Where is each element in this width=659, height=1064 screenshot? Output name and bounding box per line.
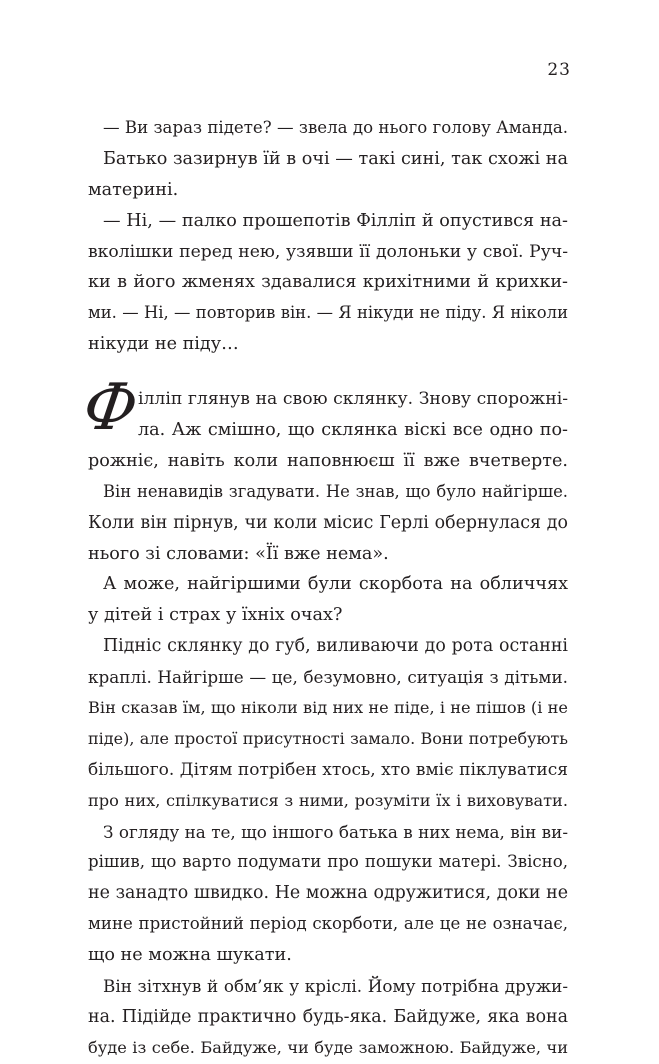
text-line: А може, найгіршими були скорбота на обличчях xyxy=(103,574,568,595)
text-line: — Ні, — палко прошепотів Філліп й опустився на- xyxy=(103,210,568,231)
text-line: рішив, що варто подумати про пошуки матері. Звісно, xyxy=(88,852,568,872)
section-break xyxy=(88,360,568,384)
text-line: нього зі словами: «Її вже нема». xyxy=(88,543,389,564)
text-line: що не можна шукати. xyxy=(88,945,292,966)
drop-cap-letter: Ф xyxy=(78,371,143,446)
text-line: буде із себе. Байдуже, чи буде заможною. Байдуже, чи xyxy=(88,1037,568,1057)
text-line: Батько зазирнув їй в очі — такі сині, так схожі на xyxy=(103,148,568,169)
text-line: Він зітхнув й обм’як у кріслі. Йому потрібна дружи- xyxy=(103,976,568,997)
text-line: піде), але простої присутності замало. Вони потребують xyxy=(88,728,568,748)
text-line: більшого. Дітям потрібен хтось, хто вміє піклуватися xyxy=(88,759,568,780)
text-line: не занадто швидко. Не можна одружитися, доки не xyxy=(88,883,568,904)
text-line: — Ви зараз підете? — звела до нього голову Аманда. xyxy=(103,118,568,137)
text-line: краплі. Найгірше — це, безумовно, ситуація з дітьми. xyxy=(88,667,568,688)
text-line: нікуди не піду… xyxy=(88,334,239,355)
paragraph-group-2 xyxy=(78,371,568,1064)
text-line: ла. Аж смішно, що склянка віскі все одно по- xyxy=(138,420,568,441)
text-line: про них, спілкуватися з ними, розуміти їх і виховувати. xyxy=(88,790,568,810)
page-number: 23 xyxy=(547,60,571,80)
text-line: вколішки перед нею, узявши її долоньки у свої. Руч- xyxy=(88,241,568,262)
text-line: ки в його жменях здавалися крихітними й крихки- xyxy=(88,272,568,293)
paragraph-group-1 xyxy=(88,113,568,360)
text-line: Він сказав їм, що ніколи від них не піде, і не пішов (і не xyxy=(88,698,568,718)
text-line: мине пристойний період скорботи, але це не означає, xyxy=(88,914,568,934)
text-line: З огляду на те, що іншого батька в них нема, він ви- xyxy=(103,821,568,842)
text-line: Він ненавидів згадувати. Не знав, що було найгірше. xyxy=(103,481,568,501)
text-line: ми. — Ні, — повторив він. — Я нікуди не піду. Я ніколи xyxy=(88,303,568,323)
text-line: Коли він пірнув, чи коли місис Герлі обернулася до xyxy=(88,512,568,533)
body-text xyxy=(78,113,568,1064)
text-line: рожніє, навіть коли наповнюєш її вже вчетверте. xyxy=(88,450,568,471)
text-line: ілліп глянув на свою склянку. Знову спорожні- xyxy=(138,389,568,410)
text-line: у дітей і страх у їхніх очах? xyxy=(88,605,343,626)
text-line: Підніс склянку до губ, виливаючи до рота останні xyxy=(103,636,568,657)
text-line: на. Підійде практично будь-яка. Байдуже, яка вона xyxy=(88,1006,568,1027)
text-line: материні. xyxy=(88,179,179,200)
